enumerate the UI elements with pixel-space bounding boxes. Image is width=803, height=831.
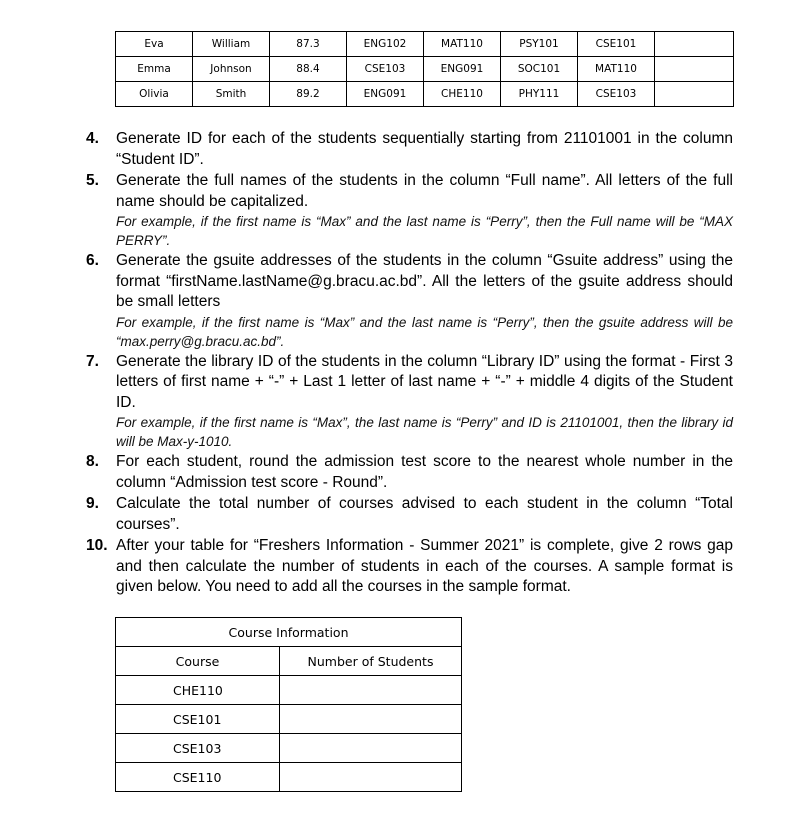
student-cell: PSY101	[501, 32, 578, 57]
student-cell: PHY111	[501, 82, 578, 107]
instruction-number: 6.	[86, 252, 99, 269]
course-information-table	[115, 617, 462, 792]
student-cell: CSE101	[578, 32, 655, 57]
instruction-item	[86, 129, 733, 170]
student-count-cell	[280, 763, 462, 792]
student-cell: CHE110	[424, 82, 501, 107]
course-row	[116, 676, 462, 705]
student-cell: MAT110	[424, 32, 501, 57]
student-cell: ENG091	[424, 57, 501, 82]
instruction-number: 7.	[86, 352, 99, 370]
instruction-item	[86, 452, 733, 493]
student-cell: 88.4	[270, 57, 347, 82]
course-code: CHE110	[116, 676, 280, 705]
student-cell	[655, 32, 734, 57]
instruction-number: 10.	[86, 537, 108, 554]
student-cell: Emma	[116, 57, 193, 82]
student-count-cell	[280, 676, 462, 705]
instruction-example: For example, if the first name is “Max” and the last name is “Perry”, then the gsuite address will be “max.perry@g.bracu.ac.bd”.	[116, 314, 733, 349]
student-cell: Olivia	[116, 82, 193, 107]
instruction-list	[86, 129, 733, 599]
student-row	[116, 82, 734, 107]
course-row	[116, 763, 462, 792]
instruction-number: 4.	[86, 130, 99, 147]
student-cell: ENG091	[347, 82, 424, 107]
instruction-item	[86, 536, 733, 598]
instruction-number: 5.	[86, 172, 99, 189]
student-cell	[655, 82, 734, 107]
student-cell: CSE103	[578, 82, 655, 107]
course-code: CSE103	[116, 734, 280, 763]
student-cell: 87.3	[270, 32, 347, 57]
course-column-header: Course	[116, 647, 280, 676]
course-code: CSE110	[116, 763, 280, 792]
instruction-item	[86, 251, 733, 351]
student-cell: William	[193, 32, 270, 57]
course-table-title: Course Information	[116, 618, 462, 647]
instruction-item	[86, 171, 733, 250]
student-data-table	[115, 31, 734, 107]
student-cell: Johnson	[193, 57, 270, 82]
instruction-text: Generate the library ID of the students in the column “Library ID” using the format - First 3 letters of first name + “-” + Last 1 letter of last name + “-” + middle 4 digits of the Student ID.	[116, 352, 733, 411]
student-cell: ENG102	[347, 32, 424, 57]
student-row	[116, 32, 734, 57]
student-cell: Eva	[116, 32, 193, 57]
instruction-example: For example, if the first name is “Max”, the last name is “Perry” and ID is 21101001, then the library id will be Max-y-1010.	[116, 415, 733, 449]
instruction-text: Generate the gsuite addresses of the students in the column “Gsuite address” using the format “firstName.lastName@g.bracu.ac.bd”. All the letters of the gsuite address should be small letters	[116, 252, 733, 310]
instruction-number: 8.	[86, 453, 99, 470]
instruction-text: Calculate the total number of courses advised to each student in the column “Total courses”.	[116, 495, 733, 533]
course-row	[116, 705, 462, 734]
student-cell: MAT110	[578, 57, 655, 82]
student-count-cell	[280, 705, 462, 734]
course-row	[116, 734, 462, 763]
student-cell: Smith	[193, 82, 270, 107]
student-cell: SOC101	[501, 57, 578, 82]
student-cell: CSE103	[347, 57, 424, 82]
instruction-item	[86, 494, 733, 535]
student-cell: 89.2	[270, 82, 347, 107]
course-code: CSE101	[116, 705, 280, 734]
course-table-title-row	[116, 618, 462, 647]
instruction-text: For each student, round the admission test score to the nearest whole number in the column “Admission test score - Round”.	[116, 453, 733, 491]
student-cell	[655, 57, 734, 82]
instruction-text: Generate the full names of the students in the column “Full name”. All letters of the full name should be capitalized.	[116, 172, 733, 210]
instruction-text: After your table for “Freshers Information - Summer 2021” is complete, give 2 rows gap and then calculate the number of students in each of the courses. A sample format is given below. You need to add all the courses in the sample format.	[116, 537, 733, 595]
student-count-column-header: Number of Students	[280, 647, 462, 676]
instruction-item	[86, 352, 733, 452]
instruction-example: For example, if the first name is “Max” and the last name is “Perry”, then the Full name will be “MAX PERRY”.	[116, 214, 733, 248]
instruction-number: 9.	[86, 495, 99, 512]
student-count-cell	[280, 734, 462, 763]
student-row	[116, 57, 734, 82]
instruction-text: Generate ID for each of the students sequentially starting from 21101001 in the column “Student ID”.	[116, 130, 733, 168]
course-table-header-row	[116, 647, 462, 676]
